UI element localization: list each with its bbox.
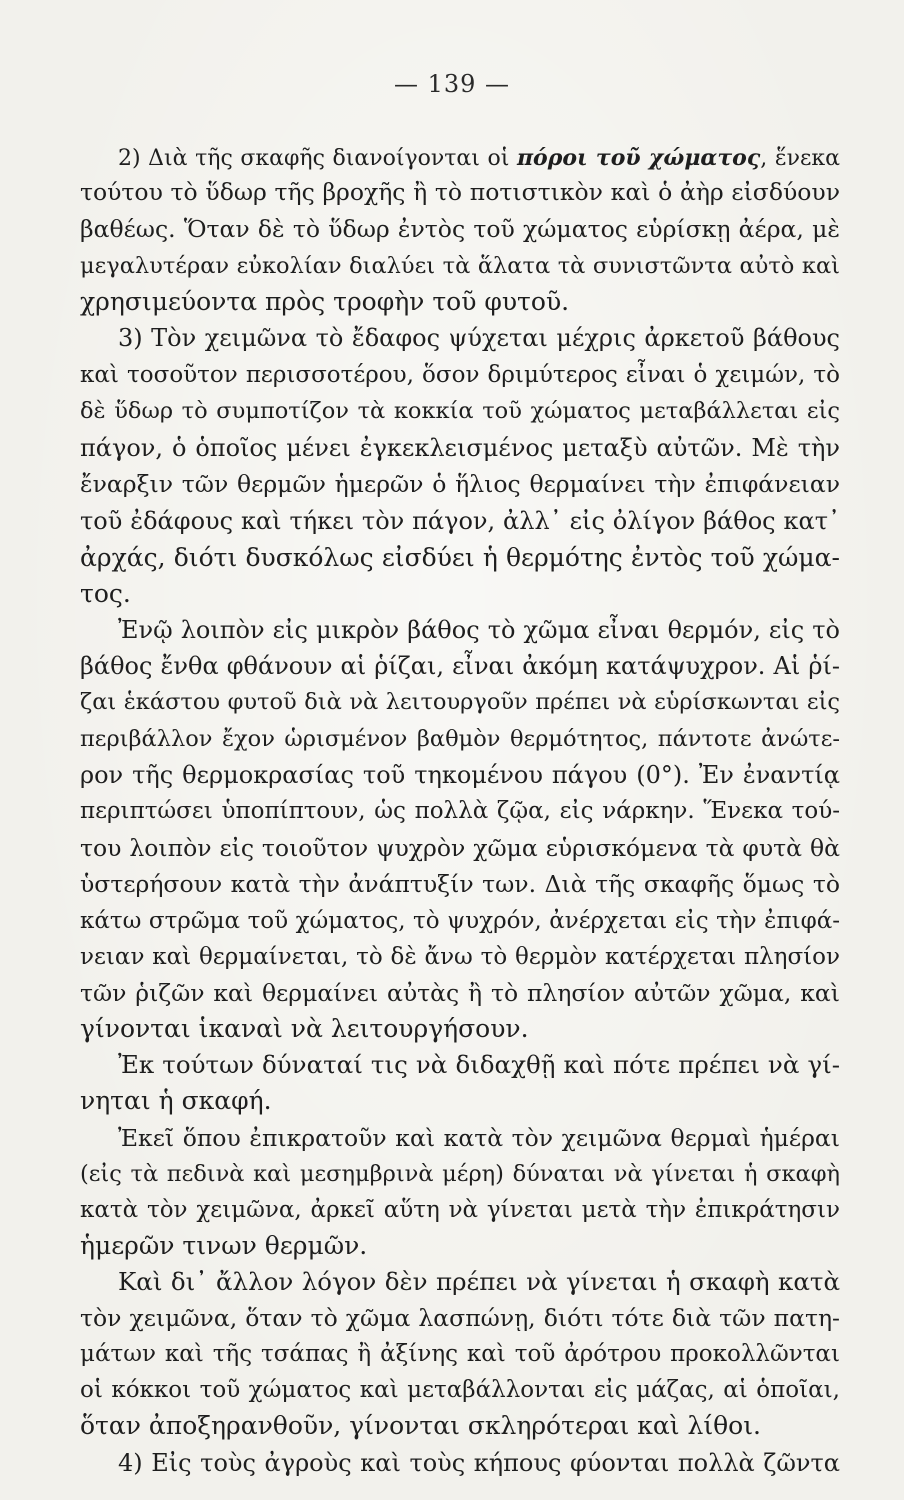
text-line: μεγαλυτέραν εὐκολίαν διαλύει τὰ ἅλατα τὰ συνιστῶντα αὐτὸ καὶ <box>80 253 840 279</box>
text-line: κατὰ τὸν χειμῶνα, ἀρκεῖ αὕτη νὰ γίνεται μετὰ τὴν ἐπικράτησιν <box>80 1197 840 1223</box>
text-line: ὅταν ἀποξηρανθοῦν, γίνονται σκληρότεραι καὶ λίθοι. <box>80 1411 761 1440</box>
text-line: χρησιμεύοντα πρὸς τροφὴν τοῦ φυτοῦ. <box>80 287 570 316</box>
page-number: — 139 — <box>393 70 511 98</box>
text-line: οἱ κόκκοι τοῦ χώματος καὶ μεταβάλλονται εἰς μάζας, αἱ ὁποῖαι, <box>80 1377 840 1403</box>
text-line: τοῦ ἐδάφους καὶ τήκει τὸν πάγον, ἀλλ᾽ εἰς ὀλίγον βάθος κατ᾽ <box>80 507 840 535</box>
text-line: ρον τῆς θερμοκρασίας τοῦ τηκομένου πάγου (0°). Ἐν ἐναντίᾳ <box>80 761 840 789</box>
text-line: 4) Εἰς τοὺς ἀγροὺς καὶ τοὺς κήπους φύονται πολλὰ ζῶντα <box>118 1449 840 1477</box>
text-line: μάτων καὶ τῆς τσάπας ἢ ἀξίνης καὶ τοῦ ἀρότρου προκολλῶνται <box>80 1341 840 1367</box>
text-line: πάγον, ὁ ὁποῖος μένει ἐγκεκλεισμένος μεταξὺ αὐτῶν. Μὲ τὴν <box>80 434 840 462</box>
text-line: τούτου τὸ ὕδωρ τῆς βροχῆς ἢ τὸ ποτιστικὸν καὶ ὁ ἀὴρ εἰσδύουν <box>80 178 840 206</box>
text-line: (εἰς τὰ πεδινὰ καὶ μεσημβρινὰ μέρη) δύναται νὰ γίνεται ἡ σκαφὴ <box>80 1161 840 1187</box>
text-line: 2) Διὰ τῆς σκαφῆς διανοίγονται οἱ πόροι τοῦ χώματος, ἕνεκα <box>118 145 840 171</box>
text-line: 3) Τὸν χειμῶνα τὸ ἔδαφος ψύχεται μέχρις ἀρκετοῦ βάθους <box>118 324 840 352</box>
text-line: Καὶ δι᾽ ἄλλον λόγον δὲν πρέπει νὰ γίνεται ἡ σκαφὴ κατὰ <box>118 1267 840 1296</box>
text-line: γίνονται ἱκαναὶ νὰ λειτουργήσουν. <box>80 1014 529 1043</box>
text-line: ζαι ἑκάστου φυτοῦ διὰ νὰ λειτουργοῦν πρέπει νὰ εὑρίσκωνται εἰς <box>80 689 840 715</box>
text-line: νηται ἡ σκαφή. <box>80 1086 272 1115</box>
text-line: δὲ ὕδωρ τὸ συμποτίζον τὰ κοκκία τοῦ χώματος μεταβάλλεται εἰς <box>80 398 840 424</box>
text-line: Ἐκ τούτων δύναταί τις νὰ διδαχθῇ καὶ πότε πρέπει νὰ γί- <box>118 1050 840 1079</box>
text-line: κάτω στρῶμα τοῦ χώματος, τὸ ψυχρόν, ἀνέρχεται εἰς τὴν ἐπιφά- <box>80 908 840 934</box>
text-line: περιβάλλον ἔχον ὡρισμένον βαθμὸν θερμότητος, πάντοτε ἀνώτε- <box>80 726 840 752</box>
text-line: περιπτώσει ὑποπίπτουν, ὡς πολλὰ ζῷα, εἰς νάρκην. Ἕνεκα τού- <box>80 798 840 824</box>
text-line: του λοιπὸν εἰς τοιοῦτον ψυχρὸν χῶμα εὑρισκόμενα τὰ φυτὰ θὰ <box>80 834 840 862</box>
text-line: Ἐκεῖ ὅπου ἐπικρατοῦν καὶ κατὰ τὸν χειμῶνα θερμαὶ ἡμέραι <box>118 1124 840 1152</box>
text-line: τος. <box>80 579 131 608</box>
text-line: τὸν χειμῶνα, ὅταν τὸ χῶμα λασπώνῃ, διότι τότε διὰ τῶν πατη- <box>80 1304 840 1332</box>
text-line: ἡμερῶν τινων θερμῶν. <box>80 1231 368 1260</box>
text-line: ἀρχάς, διότι δυσκόλως εἰσδύει ἡ θερμότης ἐντὸς τοῦ χώμα- <box>80 543 840 572</box>
text-line: νειαν καὶ θερμαίνεται, τὸ δὲ ἄνω τὸ θερμὸν κατέρχεται πλησίον <box>80 944 840 970</box>
text-line: ὑστερήσουν κατὰ τὴν ἀνάπτυξίν των. Διὰ τῆς σκαφῆς ὅμως τὸ <box>80 870 840 898</box>
text-line: Ἐνῷ λοιπὸν εἰς μικρὸν βάθος τὸ χῶμα εἶναι θερμόν, εἰς τὸ <box>118 616 840 644</box>
emphasized-term: πόροι τοῦ χώματος <box>516 145 761 171</box>
text-line: ἔναρξιν τῶν θερμῶν ἡμερῶν ὁ ἥλιος θερμαίνει τὴν ἐπιφάνειαν <box>80 470 840 498</box>
text-line: καὶ τοσοῦτον περισσοτέρου, ὅσον δριμύτερος εἶναι ὁ χειμών, τὸ <box>80 362 840 388</box>
text-line: τῶν ῥιζῶν καὶ θερμαίνει αὐτὰς ἢ τὸ πλησίον αὐτῶν χῶμα, καὶ <box>80 979 840 1007</box>
text-line: βαθέως. Ὅταν δὲ τὸ ὕδωρ ἐντὸς τοῦ χώματος εὑρίσκῃ ἀέρα, μὲ <box>80 215 840 243</box>
text-line: βάθος ἔνθα φθάνουν αἱ ῥίζαι, εἶναι ἀκόμη κατάψυχρον. Αἱ ῥί- <box>80 652 840 680</box>
